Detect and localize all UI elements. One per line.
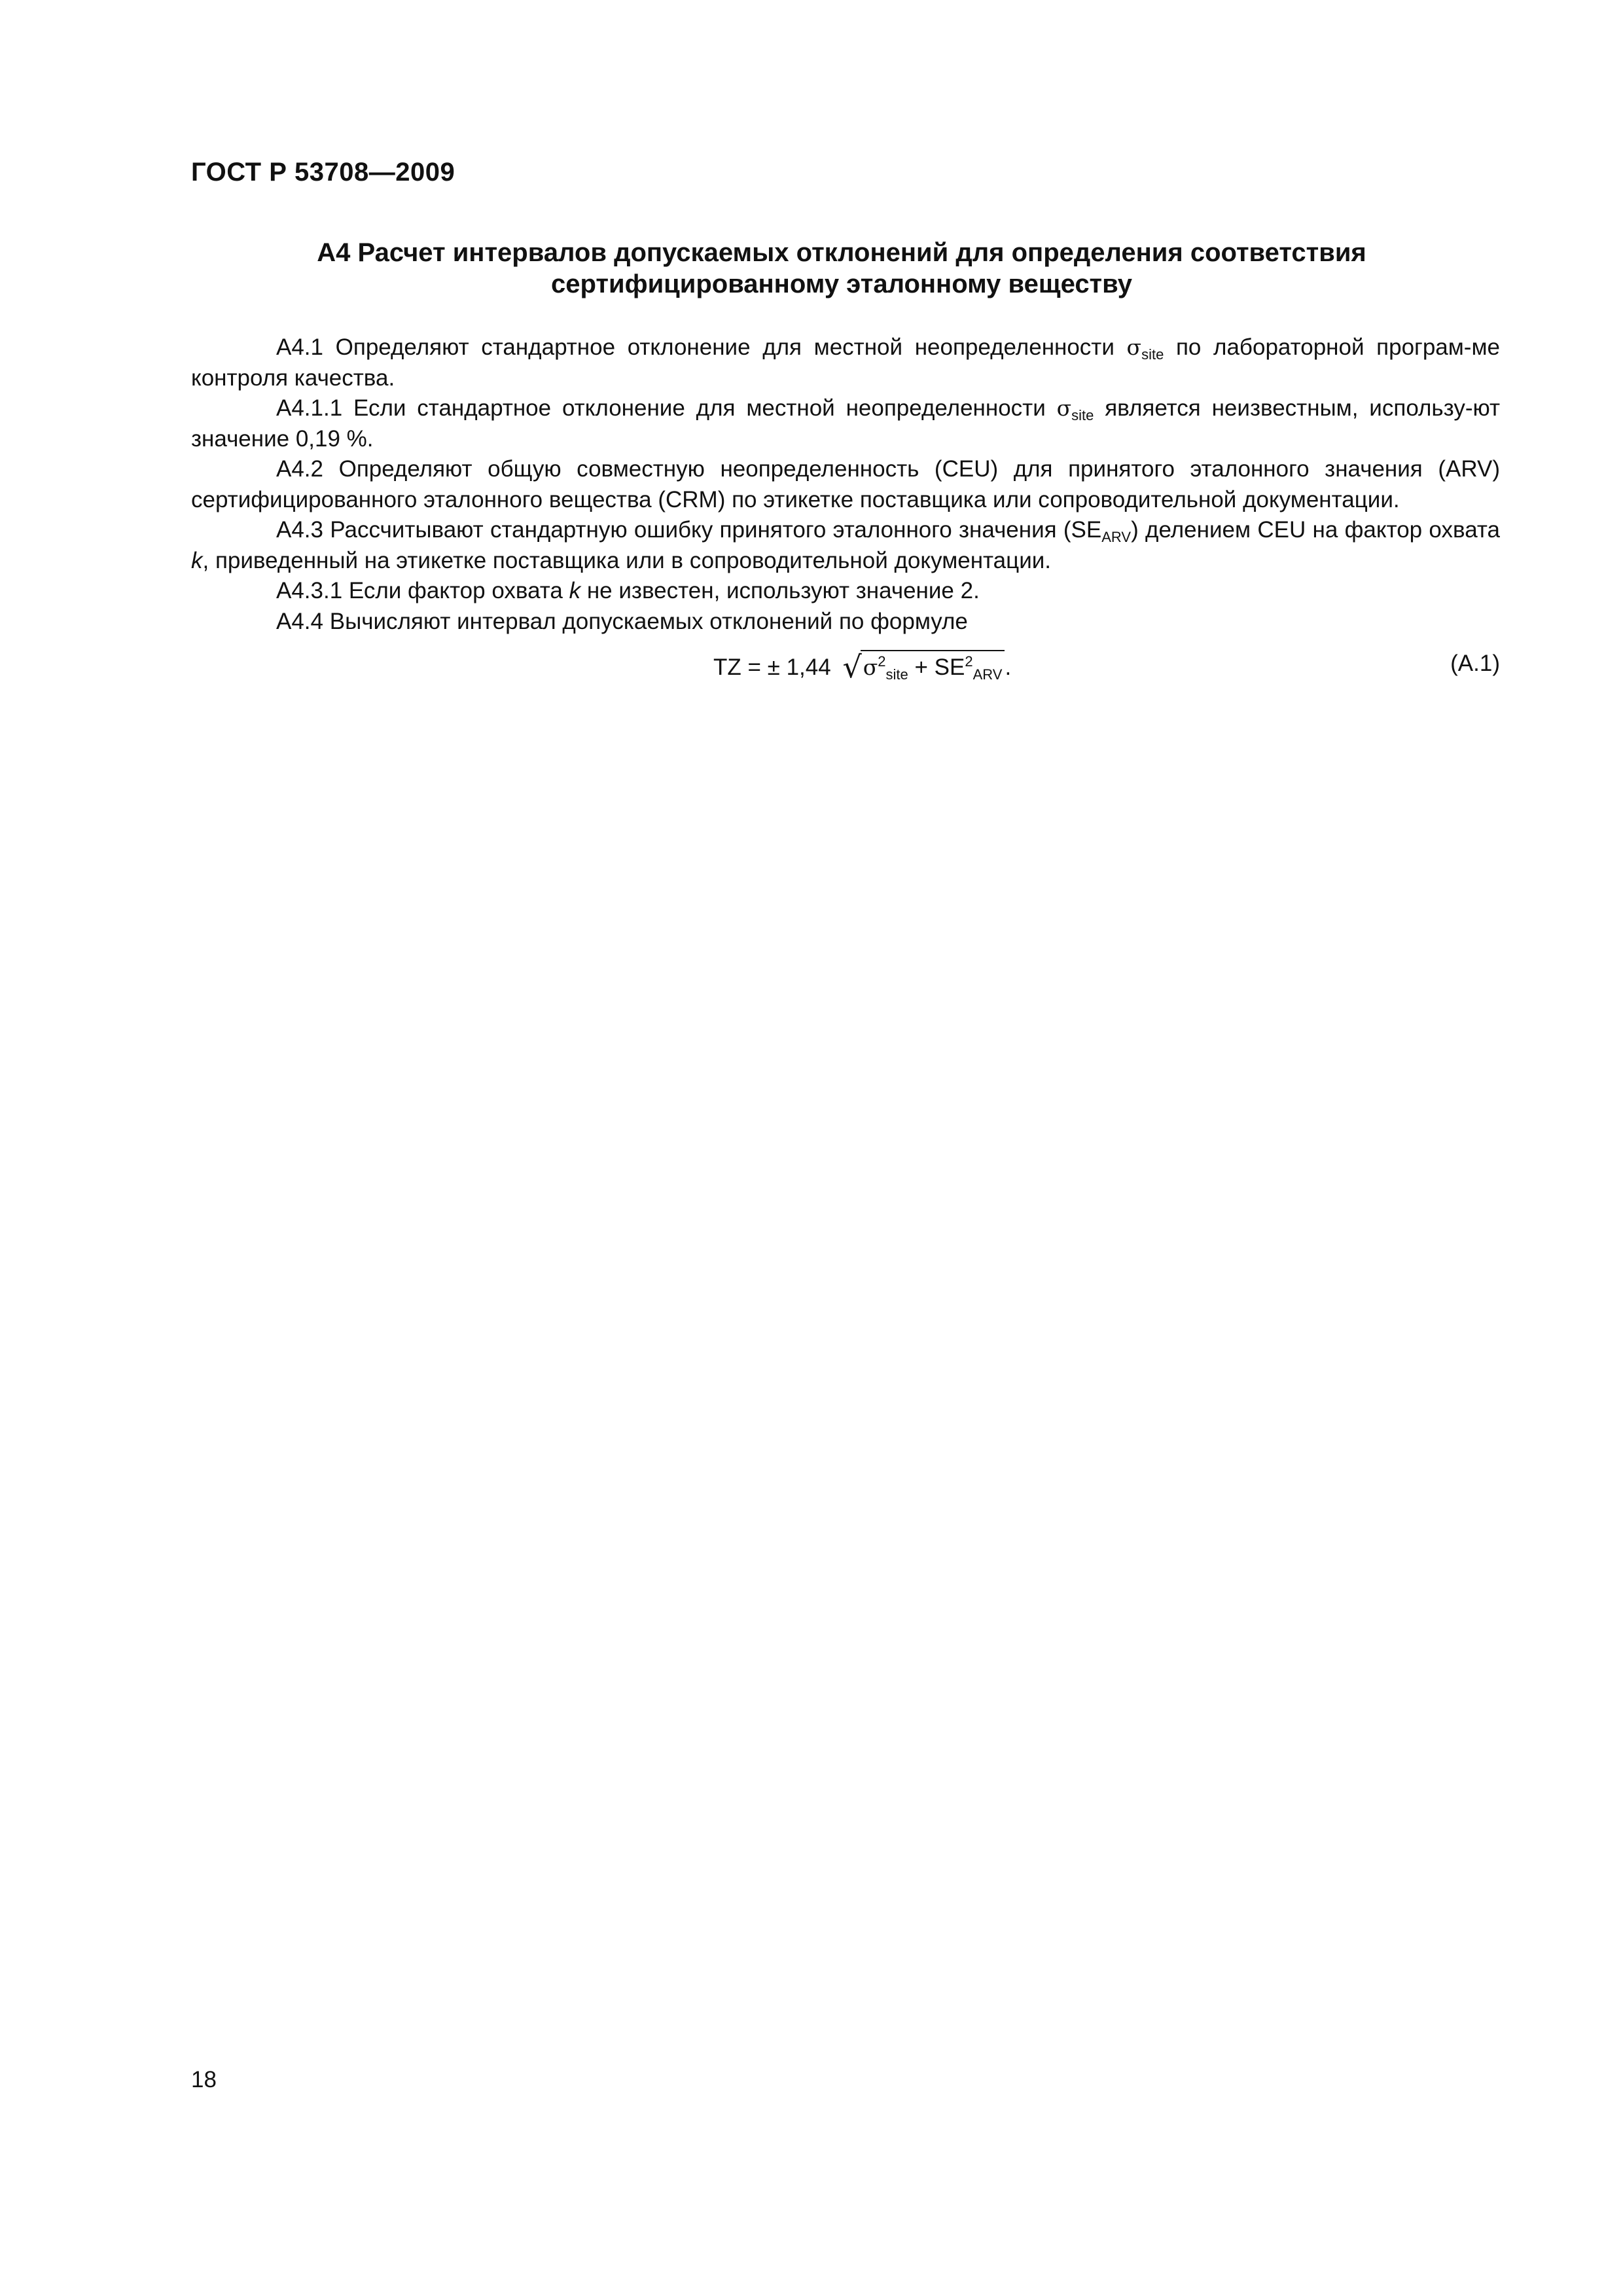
formula-radicand: $\sigma^2_{site} + SE^2_{ARV}$ [861, 650, 1005, 683]
formula-expression: TZ = ± 1,44 $√\sigma^2_{site} + SE^2_{ARV}$ . [713, 649, 1012, 685]
document-id: ГОСТ Р 53708—2009 [191, 158, 455, 187]
paragraph-a4-3-1: А4.3.1 Если фактор охвата k не известен, используют значение 2. [276, 578, 980, 603]
paragraph-a4-1: А4.1 Определяют стандартное отклонение для местной неопределенности $\sigma_{site}$ по лабораторной програм-ме контроля качества. [191, 334, 1500, 391]
sigma-symbol: σ [1126, 334, 1142, 360]
section-title-line-1: А4 Расчет интервалов допускаемых отклонений для определения соответствия [317, 238, 1366, 267]
page-number: 18 [191, 2067, 217, 2092]
section-title-line-2: сертифицированному эталонному веществу [551, 270, 1132, 298]
paragraph-a4-4: А4.4 Вычисляют интервал допускаемых отклонений по формуле [276, 608, 968, 634]
sigma-symbol: σ [1056, 395, 1072, 421]
paragraph-a4-3: А4.3 Рассчитывают стандартную ошибку принятого эталонного значения $(SE_{ARV})$ делением CEU на фактор охвата k, приведенный на этикетке поставщика или в сопроводительной документации. [191, 517, 1501, 573]
body-text [191, 332, 1500, 696]
section-title [191, 237, 1492, 300]
formula-a1 [191, 643, 1500, 696]
square-root-icon: √ [842, 649, 862, 685]
formula-number: (А.1) [1450, 651, 1500, 676]
paragraph-a4-2: А4.2 Определяют общую совместную неопределенность (CEU) для принятого эталонного значения (ARV) сертифицированного эталонного вещества (CRM) по этикетке поставщика или сопроводительной документации. [191, 456, 1500, 512]
paragraph-a4-1-1: А4.1.1 Если стандартное отклонение для местной неопределенности $\sigma_{site}$ является неизвестным, использу-ют значение 0,19 %. [191, 395, 1500, 452]
